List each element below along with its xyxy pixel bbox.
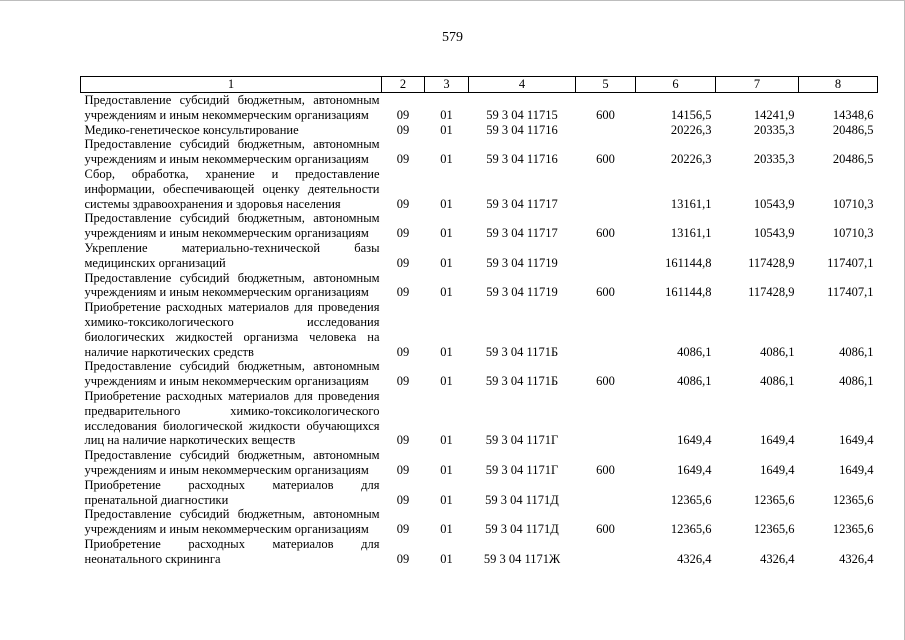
target-article-code: 59 3 04 1171Д bbox=[485, 522, 559, 537]
section-code: 09 bbox=[396, 492, 410, 507]
target-article-code: 59 3 04 11716 bbox=[486, 152, 558, 167]
amount-year-1: 4086,1 bbox=[677, 374, 712, 389]
table-row bbox=[81, 271, 878, 301]
amount-year-1: 4086,1 bbox=[677, 344, 712, 359]
row-description: Медико-генетическое консультирование bbox=[84, 122, 299, 137]
table-row bbox=[81, 241, 878, 271]
table-row bbox=[81, 300, 878, 359]
page-number: 579 bbox=[442, 30, 463, 45]
expense-type-code: 600 bbox=[596, 152, 615, 167]
amount-year-1: 1649,4 bbox=[677, 462, 712, 477]
amount-year-3: 12365,6 bbox=[832, 522, 874, 537]
target-article-code: 59 3 04 11715 bbox=[486, 107, 558, 122]
row-description: Предоставление субсидий бюджетным, автономным учреждениям и иным некоммерческим организациям bbox=[84, 359, 380, 389]
section-code: 09 bbox=[396, 462, 410, 477]
budget-table bbox=[80, 76, 878, 567]
subsection-code: 01 bbox=[440, 226, 453, 241]
amount-year-3: 12365,6 bbox=[832, 492, 874, 507]
amount-year-3: 10710,3 bbox=[832, 226, 874, 241]
amount-year-2: 12365,6 bbox=[753, 492, 795, 507]
amount-year-1: 161144,8 bbox=[665, 255, 712, 270]
amount-year-2: 4086,1 bbox=[760, 374, 795, 389]
target-article-code: 59 3 04 11719 bbox=[486, 255, 558, 270]
subsection-code: 01 bbox=[440, 107, 453, 122]
column-header: 5 bbox=[576, 77, 636, 93]
amount-year-1: 161144,8 bbox=[665, 285, 712, 300]
section-code: 09 bbox=[396, 551, 410, 566]
expense-type-code bbox=[576, 389, 636, 448]
amount-year-2: 10543,9 bbox=[753, 196, 795, 211]
page-border-top bbox=[0, 0, 904, 1]
subsection-code: 01 bbox=[440, 122, 453, 137]
target-article-code: 59 3 04 1171Б bbox=[485, 374, 559, 389]
expense-type-code: 600 bbox=[596, 285, 615, 300]
section-code: 09 bbox=[396, 374, 410, 389]
row-description: Предоставление субсидий бюджетным, автономным учреждениям и иным некоммерческим организациям bbox=[84, 507, 380, 537]
subsection-code: 01 bbox=[440, 344, 453, 359]
expense-type-code: 600 bbox=[596, 226, 615, 241]
amount-year-3: 14348,6 bbox=[832, 107, 874, 122]
section-code: 09 bbox=[396, 152, 410, 167]
amount-year-3: 4086,1 bbox=[839, 374, 874, 389]
amount-year-2: 1649,4 bbox=[760, 433, 795, 448]
expense-type-code: 600 bbox=[596, 107, 615, 122]
subsection-code: 01 bbox=[440, 462, 453, 477]
section-code: 09 bbox=[396, 522, 410, 537]
row-description: Предоставление субсидий бюджетным, автономным учреждениям и иным некоммерческим организациям bbox=[84, 448, 380, 477]
amount-year-2: 117428,9 bbox=[748, 255, 795, 270]
amount-year-1: 13161,1 bbox=[670, 226, 712, 241]
table-header-row bbox=[81, 77, 878, 93]
amount-year-2: 14241,9 bbox=[753, 107, 795, 122]
expense-type-code bbox=[576, 300, 636, 359]
target-article-code: 59 3 04 11717 bbox=[486, 196, 558, 211]
amount-year-1: 12365,6 bbox=[670, 522, 712, 537]
amount-year-2: 10543,9 bbox=[753, 226, 795, 241]
amount-year-3: 20486,5 bbox=[832, 122, 874, 137]
subsection-code: 01 bbox=[440, 433, 453, 448]
table-body bbox=[81, 93, 878, 567]
expense-type-code bbox=[576, 123, 636, 138]
amount-year-3: 10710,3 bbox=[832, 196, 874, 211]
subsection-code: 01 bbox=[440, 196, 453, 211]
amount-year-2: 117428,9 bbox=[748, 285, 795, 300]
target-article-code: 59 3 04 1171Б bbox=[485, 344, 559, 359]
target-article-code: 59 3 04 11717 bbox=[486, 226, 558, 241]
section-code: 09 bbox=[396, 107, 410, 122]
section-code: 09 bbox=[396, 196, 410, 211]
column-header: 1 bbox=[81, 77, 382, 93]
row-description: Приобретение расходных материалов для неонатального скрининга bbox=[84, 536, 380, 566]
amount-year-3: 4326,4 bbox=[839, 551, 874, 566]
target-article-code: 59 3 04 1171Г bbox=[485, 462, 559, 477]
amount-year-2: 4326,4 bbox=[760, 551, 795, 566]
amount-year-2: 12365,6 bbox=[753, 522, 795, 537]
amount-year-3: 1649,4 bbox=[839, 462, 874, 477]
target-article-code: 59 3 04 1171Ж bbox=[483, 551, 561, 566]
amount-year-1: 13161,1 bbox=[670, 196, 712, 211]
row-description: Предоставление субсидий бюджетным, автономным учреждениям и иным некоммерческим организациям bbox=[84, 211, 380, 241]
table-row bbox=[81, 211, 878, 241]
amount-year-2: 1649,4 bbox=[760, 462, 795, 477]
expense-type-code: 600 bbox=[596, 374, 615, 389]
column-header: 4 bbox=[469, 77, 576, 93]
amount-year-3: 117407,1 bbox=[827, 255, 874, 270]
subsection-code: 01 bbox=[440, 255, 453, 270]
expense-type-code bbox=[576, 478, 636, 508]
table-row bbox=[81, 507, 878, 537]
amount-year-2: 20335,3 bbox=[753, 152, 795, 167]
table-row bbox=[81, 167, 878, 211]
table-row bbox=[81, 137, 878, 167]
table-row bbox=[81, 389, 878, 448]
amount-year-3: 117407,1 bbox=[827, 285, 874, 300]
target-article-code: 59 3 04 11719 bbox=[486, 285, 558, 300]
amount-year-3: 20486,5 bbox=[832, 152, 874, 167]
row-description: Предоставление субсидий бюджетным, автономным учреждениям и иным некоммерческим организациям bbox=[84, 137, 380, 167]
target-article-code: 59 3 04 1171Д bbox=[485, 492, 559, 507]
amount-year-3: 1649,4 bbox=[839, 433, 874, 448]
row-description: Предоставление субсидий бюджетным, автономным учреждениям и иным некоммерческим организациям bbox=[84, 93, 380, 122]
amount-year-1: 20226,3 bbox=[670, 152, 712, 167]
target-article-code: 59 3 04 1171Г bbox=[485, 433, 559, 448]
expense-type-code bbox=[576, 167, 636, 211]
section-code: 09 bbox=[396, 433, 410, 448]
amount-year-1: 20226,3 bbox=[670, 122, 712, 137]
amount-year-2: 20335,3 bbox=[753, 122, 795, 137]
section-code: 09 bbox=[396, 255, 410, 270]
subsection-code: 01 bbox=[440, 522, 453, 537]
column-header: 7 bbox=[716, 77, 799, 93]
column-header: 3 bbox=[425, 77, 469, 93]
column-header: 6 bbox=[636, 77, 716, 93]
expense-type-code bbox=[576, 241, 636, 271]
row-description: Предоставление субсидий бюджетным, автономным учреждениям и иным некоммерческим организациям bbox=[84, 270, 380, 300]
row-description: Приобретение расходных материалов для проведения предварительного химико-токсикологического исследования биологической жидкости обучающихся лиц на наличие наркотических веществ bbox=[84, 388, 380, 448]
subsection-code: 01 bbox=[440, 492, 453, 507]
amount-year-3: 4086,1 bbox=[839, 344, 874, 359]
table-row bbox=[81, 93, 878, 123]
row-description: Укрепление материально-технической базы медицинских организаций bbox=[84, 240, 380, 270]
amount-year-1: 1649,4 bbox=[677, 433, 712, 448]
expense-type-code: 600 bbox=[596, 522, 615, 537]
section-code: 09 bbox=[396, 122, 410, 137]
column-header: 8 bbox=[799, 77, 878, 93]
table-row bbox=[81, 537, 878, 567]
target-article-code: 59 3 04 11716 bbox=[486, 122, 558, 137]
section-code: 09 bbox=[396, 226, 410, 241]
table-row bbox=[81, 448, 878, 478]
subsection-code: 01 bbox=[440, 374, 453, 389]
column-header: 2 bbox=[382, 77, 425, 93]
table-row bbox=[81, 123, 878, 138]
subsection-code: 01 bbox=[440, 285, 453, 300]
row-description: Приобретение расходных материалов для пренатальной диагностики bbox=[84, 477, 380, 507]
section-code: 09 bbox=[396, 285, 410, 300]
table-row bbox=[81, 359, 878, 389]
subsection-code: 01 bbox=[440, 152, 453, 167]
amount-year-1: 14156,5 bbox=[670, 107, 712, 122]
section-code: 09 bbox=[396, 344, 410, 359]
subsection-code: 01 bbox=[440, 551, 453, 566]
row-description: Приобретение расходных материалов для проведения химико-токсикологического исследования биологических жидкостей организма человека на наличие наркотических средств bbox=[84, 300, 380, 359]
amount-year-2: 4086,1 bbox=[760, 344, 795, 359]
expense-type-code bbox=[576, 537, 636, 567]
row-description: Сбор, обработка, хранение и предоставление информации, обеспечивающей оценку деятельности системы здравоохранения и здоровья населения bbox=[84, 166, 380, 211]
expense-type-code: 600 bbox=[596, 462, 615, 477]
amount-year-1: 12365,6 bbox=[670, 492, 712, 507]
amount-year-1: 4326,4 bbox=[677, 551, 712, 566]
table-row bbox=[81, 478, 878, 508]
